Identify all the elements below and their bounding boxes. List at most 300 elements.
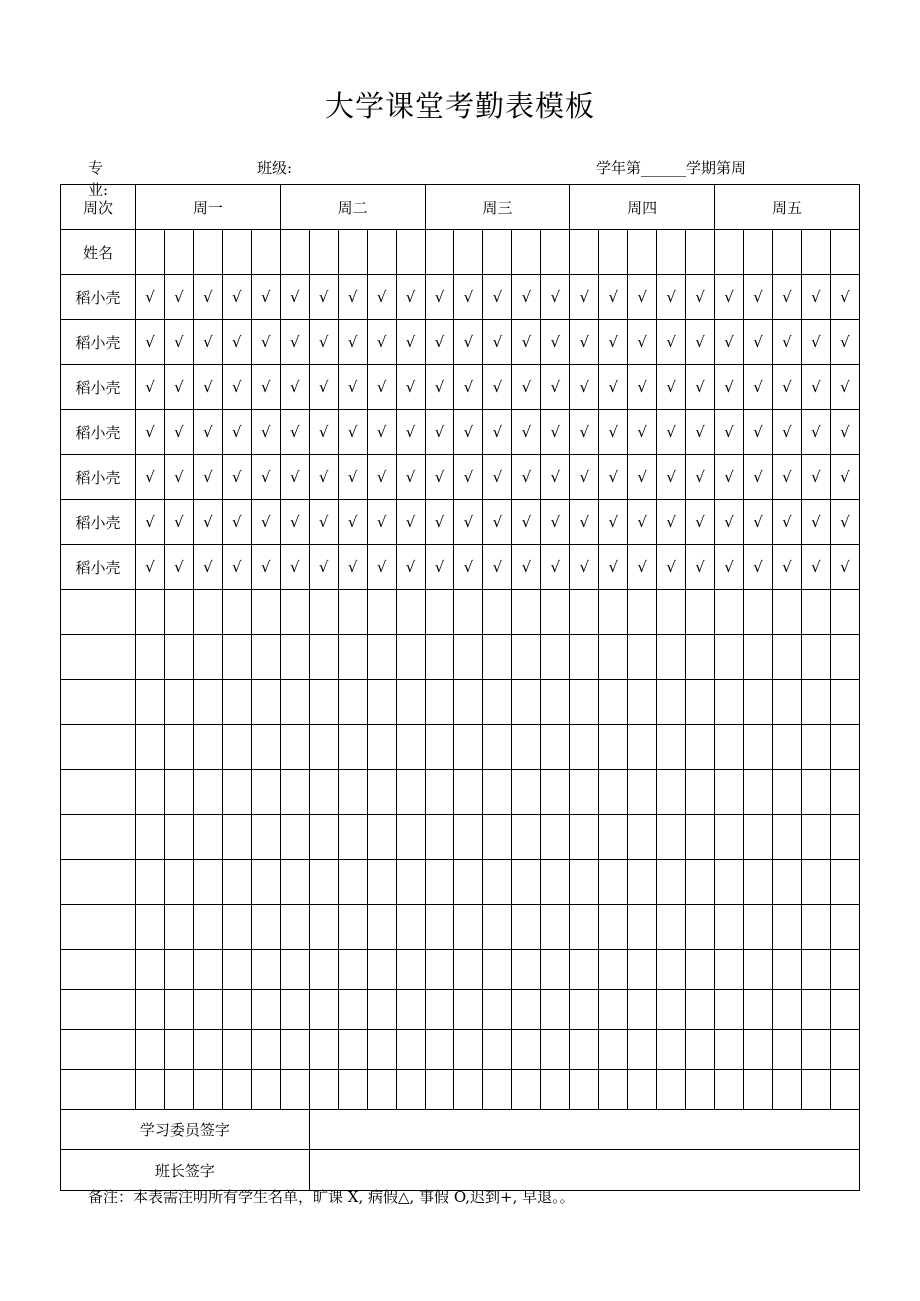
attendance-cell-empty[interactable] (599, 590, 628, 635)
attendance-check[interactable]: √ (628, 320, 657, 365)
attendance-cell-empty[interactable] (396, 1070, 425, 1110)
attendance-check[interactable]: √ (454, 320, 483, 365)
attendance-cell-empty[interactable] (744, 770, 773, 815)
attendance-cell-empty[interactable] (222, 680, 251, 725)
attendance-cell-empty[interactable] (164, 990, 193, 1030)
attendance-cell-empty[interactable] (686, 1070, 715, 1110)
attendance-cell-empty[interactable] (744, 815, 773, 860)
attendance-cell-empty[interactable] (628, 635, 657, 680)
attendance-cell-empty[interactable] (425, 860, 454, 905)
attendance-cell-empty[interactable] (830, 1070, 859, 1110)
attendance-cell-empty[interactable] (512, 635, 541, 680)
attendance-cell-empty[interactable] (686, 590, 715, 635)
attendance-check[interactable]: √ (512, 500, 541, 545)
attendance-cell-empty[interactable] (599, 680, 628, 725)
attendance-cell-empty[interactable] (454, 770, 483, 815)
attendance-cell-empty[interactable] (309, 725, 338, 770)
attendance-cell-empty[interactable] (686, 1030, 715, 1070)
attendance-check[interactable]: √ (280, 275, 309, 320)
attendance-cell-empty[interactable] (136, 815, 165, 860)
attendance-cell-empty[interactable] (830, 635, 859, 680)
attendance-cell-empty[interactable] (396, 770, 425, 815)
attendance-check[interactable]: √ (483, 545, 512, 590)
attendance-cell-empty[interactable] (193, 905, 222, 950)
attendance-check[interactable]: √ (830, 275, 859, 320)
attendance-cell-empty[interactable] (396, 990, 425, 1030)
attendance-cell-empty[interactable] (309, 590, 338, 635)
attendance-cell-empty[interactable] (396, 680, 425, 725)
session-cell[interactable] (657, 230, 686, 275)
attendance-cell-empty[interactable] (801, 1070, 830, 1110)
attendance-check[interactable]: √ (628, 275, 657, 320)
attendance-check[interactable]: √ (425, 320, 454, 365)
attendance-check[interactable]: √ (830, 365, 859, 410)
attendance-check[interactable]: √ (801, 320, 830, 365)
attendance-cell-empty[interactable] (338, 905, 367, 950)
attendance-cell-empty[interactable] (367, 1070, 396, 1110)
attendance-check[interactable]: √ (454, 500, 483, 545)
attendance-cell-empty[interactable] (338, 990, 367, 1030)
session-cell[interactable] (512, 230, 541, 275)
attendance-cell-empty[interactable] (136, 590, 165, 635)
attendance-cell-empty[interactable] (801, 770, 830, 815)
attendance-cell-empty[interactable] (512, 905, 541, 950)
attendance-cell-empty[interactable] (367, 725, 396, 770)
attendance-cell-empty[interactable] (830, 815, 859, 860)
attendance-cell-empty[interactable] (136, 905, 165, 950)
attendance-check[interactable]: √ (222, 365, 251, 410)
attendance-cell-empty[interactable] (570, 1030, 599, 1070)
attendance-cell-empty[interactable] (772, 725, 801, 770)
attendance-check[interactable]: √ (193, 320, 222, 365)
attendance-cell-empty[interactable] (280, 590, 309, 635)
attendance-check[interactable]: √ (367, 320, 396, 365)
session-cell[interactable] (686, 230, 715, 275)
attendance-cell-empty[interactable] (628, 1030, 657, 1070)
attendance-cell-empty[interactable] (136, 1030, 165, 1070)
attendance-check[interactable]: √ (425, 455, 454, 500)
attendance-check[interactable]: √ (772, 320, 801, 365)
attendance-cell-empty[interactable] (136, 990, 165, 1030)
attendance-check[interactable]: √ (744, 365, 773, 410)
attendance-cell-empty[interactable] (570, 905, 599, 950)
attendance-cell-empty[interactable] (744, 680, 773, 725)
session-cell[interactable] (599, 230, 628, 275)
attendance-check[interactable]: √ (512, 455, 541, 500)
attendance-cell-empty[interactable] (454, 950, 483, 990)
attendance-check[interactable]: √ (222, 455, 251, 500)
attendance-check[interactable]: √ (715, 365, 744, 410)
attendance-cell-empty[interactable] (280, 860, 309, 905)
attendance-cell-empty[interactable] (801, 635, 830, 680)
attendance-check[interactable]: √ (570, 500, 599, 545)
attendance-cell-empty[interactable] (193, 590, 222, 635)
attendance-cell-empty[interactable] (251, 725, 280, 770)
attendance-cell-empty[interactable] (251, 1030, 280, 1070)
attendance-cell-empty[interactable] (222, 725, 251, 770)
attendance-cell-empty[interactable] (715, 770, 744, 815)
attendance-cell-empty[interactable] (599, 1070, 628, 1110)
attendance-cell-empty[interactable] (715, 680, 744, 725)
attendance-check[interactable]: √ (483, 275, 512, 320)
attendance-check[interactable]: √ (772, 365, 801, 410)
attendance-cell-empty[interactable] (164, 680, 193, 725)
attendance-cell-empty[interactable] (396, 725, 425, 770)
attendance-check[interactable]: √ (744, 320, 773, 365)
attendance-cell-empty[interactable] (280, 1070, 309, 1110)
attendance-cell-empty[interactable] (338, 950, 367, 990)
attendance-cell-empty[interactable] (193, 680, 222, 725)
attendance-cell-empty[interactable] (193, 990, 222, 1030)
attendance-cell-empty[interactable] (570, 635, 599, 680)
attendance-check[interactable]: √ (193, 455, 222, 500)
attendance-cell-empty[interactable] (512, 770, 541, 815)
attendance-check[interactable]: √ (136, 500, 165, 545)
attendance-cell-empty[interactable] (251, 680, 280, 725)
attendance-cell-empty[interactable] (801, 680, 830, 725)
attendance-check[interactable]: √ (136, 455, 165, 500)
attendance-cell-empty[interactable] (512, 990, 541, 1030)
student-name-empty[interactable] (61, 905, 136, 950)
attendance-check[interactable]: √ (164, 365, 193, 410)
attendance-cell-empty[interactable] (251, 860, 280, 905)
attendance-check[interactable]: √ (280, 320, 309, 365)
attendance-cell-empty[interactable] (222, 590, 251, 635)
attendance-check[interactable]: √ (136, 410, 165, 455)
attendance-cell-empty[interactable] (136, 725, 165, 770)
attendance-cell-empty[interactable] (541, 1030, 570, 1070)
attendance-check[interactable]: √ (801, 275, 830, 320)
attendance-check[interactable]: √ (830, 455, 859, 500)
attendance-cell-empty[interactable] (512, 725, 541, 770)
attendance-check[interactable]: √ (541, 320, 570, 365)
attendance-cell-empty[interactable] (280, 815, 309, 860)
attendance-check[interactable]: √ (570, 410, 599, 455)
attendance-check[interactable]: √ (164, 545, 193, 590)
attendance-cell-empty[interactable] (628, 860, 657, 905)
attendance-check[interactable]: √ (801, 500, 830, 545)
attendance-cell-empty[interactable] (425, 770, 454, 815)
attendance-check[interactable]: √ (454, 365, 483, 410)
attendance-check[interactable]: √ (338, 365, 367, 410)
attendance-cell-empty[interactable] (830, 680, 859, 725)
attendance-cell-empty[interactable] (772, 770, 801, 815)
attendance-cell-empty[interactable] (657, 635, 686, 680)
attendance-check[interactable]: √ (280, 455, 309, 500)
attendance-cell-empty[interactable] (570, 860, 599, 905)
attendance-cell-empty[interactable] (744, 590, 773, 635)
attendance-check[interactable]: √ (744, 455, 773, 500)
attendance-cell-empty[interactable] (628, 725, 657, 770)
attendance-check[interactable]: √ (280, 545, 309, 590)
attendance-check[interactable]: √ (657, 545, 686, 590)
attendance-cell-empty[interactable] (367, 1030, 396, 1070)
attendance-cell-empty[interactable] (425, 1030, 454, 1070)
attendance-check[interactable]: √ (396, 320, 425, 365)
attendance-check[interactable]: √ (251, 500, 280, 545)
attendance-check[interactable]: √ (338, 320, 367, 365)
attendance-cell-empty[interactable] (657, 770, 686, 815)
session-cell[interactable] (222, 230, 251, 275)
attendance-cell-empty[interactable] (801, 1030, 830, 1070)
attendance-cell-empty[interactable] (686, 725, 715, 770)
attendance-check[interactable]: √ (136, 320, 165, 365)
session-cell[interactable] (280, 230, 309, 275)
attendance-cell-empty[interactable] (772, 590, 801, 635)
attendance-cell-empty[interactable] (512, 815, 541, 860)
attendance-check[interactable]: √ (483, 365, 512, 410)
attendance-cell-empty[interactable] (657, 1030, 686, 1070)
attendance-cell-empty[interactable] (251, 1070, 280, 1110)
attendance-cell-empty[interactable] (136, 680, 165, 725)
attendance-cell-empty[interactable] (772, 1070, 801, 1110)
attendance-cell-empty[interactable] (396, 590, 425, 635)
attendance-cell-empty[interactable] (512, 680, 541, 725)
attendance-cell-empty[interactable] (541, 725, 570, 770)
attendance-cell-empty[interactable] (628, 1070, 657, 1110)
attendance-cell-empty[interactable] (512, 590, 541, 635)
attendance-cell-empty[interactable] (164, 635, 193, 680)
attendance-cell-empty[interactable] (164, 725, 193, 770)
attendance-cell-empty[interactable] (801, 950, 830, 990)
attendance-cell-empty[interactable] (425, 680, 454, 725)
attendance-cell-empty[interactable] (657, 725, 686, 770)
attendance-cell-empty[interactable] (483, 990, 512, 1030)
attendance-check[interactable]: √ (541, 275, 570, 320)
attendance-cell-empty[interactable] (570, 815, 599, 860)
attendance-cell-empty[interactable] (222, 770, 251, 815)
attendance-cell-empty[interactable] (483, 680, 512, 725)
attendance-check[interactable]: √ (483, 500, 512, 545)
attendance-cell-empty[interactable] (628, 815, 657, 860)
attendance-cell-empty[interactable] (367, 905, 396, 950)
attendance-cell-empty[interactable] (830, 1030, 859, 1070)
attendance-cell-empty[interactable] (570, 725, 599, 770)
attendance-cell-empty[interactable] (222, 815, 251, 860)
attendance-check[interactable]: √ (251, 275, 280, 320)
attendance-cell-empty[interactable] (772, 990, 801, 1030)
attendance-check[interactable]: √ (686, 410, 715, 455)
attendance-cell-empty[interactable] (338, 860, 367, 905)
attendance-cell-empty[interactable] (164, 860, 193, 905)
attendance-check[interactable]: √ (338, 410, 367, 455)
attendance-check[interactable]: √ (541, 545, 570, 590)
attendance-cell-empty[interactable] (541, 815, 570, 860)
attendance-cell-empty[interactable] (599, 860, 628, 905)
attendance-check[interactable]: √ (164, 455, 193, 500)
attendance-cell-empty[interactable] (483, 905, 512, 950)
attendance-cell-empty[interactable] (830, 860, 859, 905)
attendance-check[interactable]: √ (367, 275, 396, 320)
attendance-cell-empty[interactable] (164, 1030, 193, 1070)
attendance-check[interactable]: √ (599, 545, 628, 590)
attendance-cell-empty[interactable] (136, 860, 165, 905)
attendance-check[interactable]: √ (744, 275, 773, 320)
attendance-cell-empty[interactable] (425, 990, 454, 1030)
attendance-cell-empty[interactable] (193, 815, 222, 860)
attendance-check[interactable]: √ (251, 365, 280, 410)
attendance-check[interactable]: √ (164, 500, 193, 545)
attendance-cell-empty[interactable] (541, 680, 570, 725)
attendance-check[interactable]: √ (222, 320, 251, 365)
attendance-cell-empty[interactable] (483, 815, 512, 860)
attendance-cell-empty[interactable] (744, 635, 773, 680)
attendance-cell-empty[interactable] (801, 590, 830, 635)
student-name-empty[interactable] (61, 635, 136, 680)
attendance-check[interactable]: √ (686, 455, 715, 500)
attendance-check[interactable]: √ (657, 455, 686, 500)
attendance-check[interactable]: √ (715, 320, 744, 365)
attendance-check[interactable]: √ (512, 545, 541, 590)
attendance-cell-empty[interactable] (599, 815, 628, 860)
attendance-cell-empty[interactable] (628, 680, 657, 725)
attendance-cell-empty[interactable] (251, 990, 280, 1030)
attendance-cell-empty[interactable] (309, 1030, 338, 1070)
attendance-check[interactable]: √ (512, 320, 541, 365)
attendance-check[interactable]: √ (628, 545, 657, 590)
attendance-check[interactable]: √ (715, 275, 744, 320)
attendance-cell-empty[interactable] (454, 725, 483, 770)
attendance-check[interactable]: √ (599, 455, 628, 500)
attendance-cell-empty[interactable] (193, 950, 222, 990)
attendance-cell-empty[interactable] (222, 860, 251, 905)
attendance-cell-empty[interactable] (599, 635, 628, 680)
attendance-cell-empty[interactable] (222, 990, 251, 1030)
session-cell[interactable] (164, 230, 193, 275)
attendance-check[interactable]: √ (193, 365, 222, 410)
attendance-cell-empty[interactable] (338, 770, 367, 815)
attendance-check[interactable]: √ (599, 320, 628, 365)
attendance-cell-empty[interactable] (570, 1070, 599, 1110)
student-name-empty[interactable] (61, 990, 136, 1030)
attendance-check[interactable]: √ (164, 410, 193, 455)
attendance-cell-empty[interactable] (599, 725, 628, 770)
attendance-check[interactable]: √ (744, 500, 773, 545)
attendance-check[interactable]: √ (657, 500, 686, 545)
attendance-check[interactable]: √ (222, 410, 251, 455)
attendance-cell-empty[interactable] (715, 1070, 744, 1110)
attendance-cell-empty[interactable] (744, 950, 773, 990)
attendance-cell-empty[interactable] (338, 815, 367, 860)
attendance-check[interactable]: √ (309, 500, 338, 545)
attendance-check[interactable]: √ (599, 500, 628, 545)
session-cell[interactable] (367, 230, 396, 275)
attendance-cell-empty[interactable] (338, 635, 367, 680)
attendance-check[interactable]: √ (570, 455, 599, 500)
attendance-check[interactable]: √ (628, 410, 657, 455)
attendance-cell-empty[interactable] (309, 635, 338, 680)
attendance-check[interactable]: √ (222, 275, 251, 320)
session-cell[interactable] (193, 230, 222, 275)
attendance-cell-empty[interactable] (164, 590, 193, 635)
attendance-cell-empty[interactable] (657, 990, 686, 1030)
attendance-check[interactable]: √ (338, 455, 367, 500)
attendance-check[interactable]: √ (251, 410, 280, 455)
attendance-cell-empty[interactable] (772, 815, 801, 860)
attendance-cell-empty[interactable] (280, 725, 309, 770)
attendance-check[interactable]: √ (396, 545, 425, 590)
attendance-cell-empty[interactable] (541, 590, 570, 635)
attendance-check[interactable]: √ (164, 320, 193, 365)
attendance-check[interactable]: √ (570, 545, 599, 590)
attendance-cell-empty[interactable] (657, 1070, 686, 1110)
attendance-cell-empty[interactable] (483, 860, 512, 905)
attendance-cell-empty[interactable] (136, 770, 165, 815)
attendance-cell-empty[interactable] (570, 990, 599, 1030)
attendance-cell-empty[interactable] (425, 950, 454, 990)
attendance-check[interactable]: √ (396, 275, 425, 320)
attendance-cell-empty[interactable] (193, 770, 222, 815)
attendance-cell-empty[interactable] (628, 590, 657, 635)
attendance-check[interactable]: √ (136, 275, 165, 320)
attendance-check[interactable]: √ (541, 410, 570, 455)
attendance-cell-empty[interactable] (193, 725, 222, 770)
attendance-cell-empty[interactable] (367, 860, 396, 905)
student-name-empty[interactable] (61, 590, 136, 635)
attendance-cell-empty[interactable] (686, 905, 715, 950)
attendance-cell-empty[interactable] (483, 635, 512, 680)
attendance-check[interactable]: √ (309, 365, 338, 410)
attendance-cell-empty[interactable] (164, 905, 193, 950)
attendance-cell-empty[interactable] (686, 635, 715, 680)
attendance-check[interactable]: √ (222, 545, 251, 590)
attendance-check[interactable]: √ (657, 320, 686, 365)
attendance-cell-empty[interactable] (570, 950, 599, 990)
attendance-check[interactable]: √ (686, 365, 715, 410)
attendance-cell-empty[interactable] (396, 635, 425, 680)
attendance-cell-empty[interactable] (801, 725, 830, 770)
attendance-cell-empty[interactable] (309, 950, 338, 990)
attendance-check[interactable]: √ (309, 410, 338, 455)
attendance-check[interactable]: √ (772, 410, 801, 455)
attendance-cell-empty[interactable] (280, 1030, 309, 1070)
attendance-cell-empty[interactable] (801, 860, 830, 905)
attendance-cell-empty[interactable] (715, 990, 744, 1030)
attendance-check[interactable]: √ (541, 455, 570, 500)
attendance-cell-empty[interactable] (136, 950, 165, 990)
attendance-check[interactable]: √ (425, 545, 454, 590)
session-cell[interactable] (541, 230, 570, 275)
attendance-check[interactable]: √ (599, 275, 628, 320)
attendance-cell-empty[interactable] (280, 905, 309, 950)
attendance-check[interactable]: √ (772, 275, 801, 320)
attendance-cell-empty[interactable] (251, 905, 280, 950)
student-name-empty[interactable] (61, 680, 136, 725)
attendance-check[interactable]: √ (367, 410, 396, 455)
attendance-cell-empty[interactable] (715, 635, 744, 680)
monitor-sign-field[interactable] (309, 1150, 859, 1191)
attendance-cell-empty[interactable] (541, 950, 570, 990)
committee-sign-field[interactable] (309, 1110, 859, 1150)
attendance-cell-empty[interactable] (801, 990, 830, 1030)
attendance-check[interactable]: √ (830, 545, 859, 590)
attendance-cell-empty[interactable] (483, 590, 512, 635)
attendance-check[interactable]: √ (280, 500, 309, 545)
attendance-cell-empty[interactable] (801, 815, 830, 860)
attendance-check[interactable]: √ (830, 410, 859, 455)
attendance-cell-empty[interactable] (599, 770, 628, 815)
attendance-cell-empty[interactable] (599, 905, 628, 950)
session-cell[interactable] (744, 230, 773, 275)
attendance-check[interactable]: √ (686, 275, 715, 320)
attendance-check[interactable]: √ (425, 275, 454, 320)
attendance-check[interactable]: √ (309, 455, 338, 500)
attendance-cell-empty[interactable] (396, 950, 425, 990)
attendance-check[interactable]: √ (193, 545, 222, 590)
attendance-check[interactable]: √ (280, 365, 309, 410)
attendance-cell-empty[interactable] (830, 725, 859, 770)
attendance-check[interactable]: √ (425, 410, 454, 455)
